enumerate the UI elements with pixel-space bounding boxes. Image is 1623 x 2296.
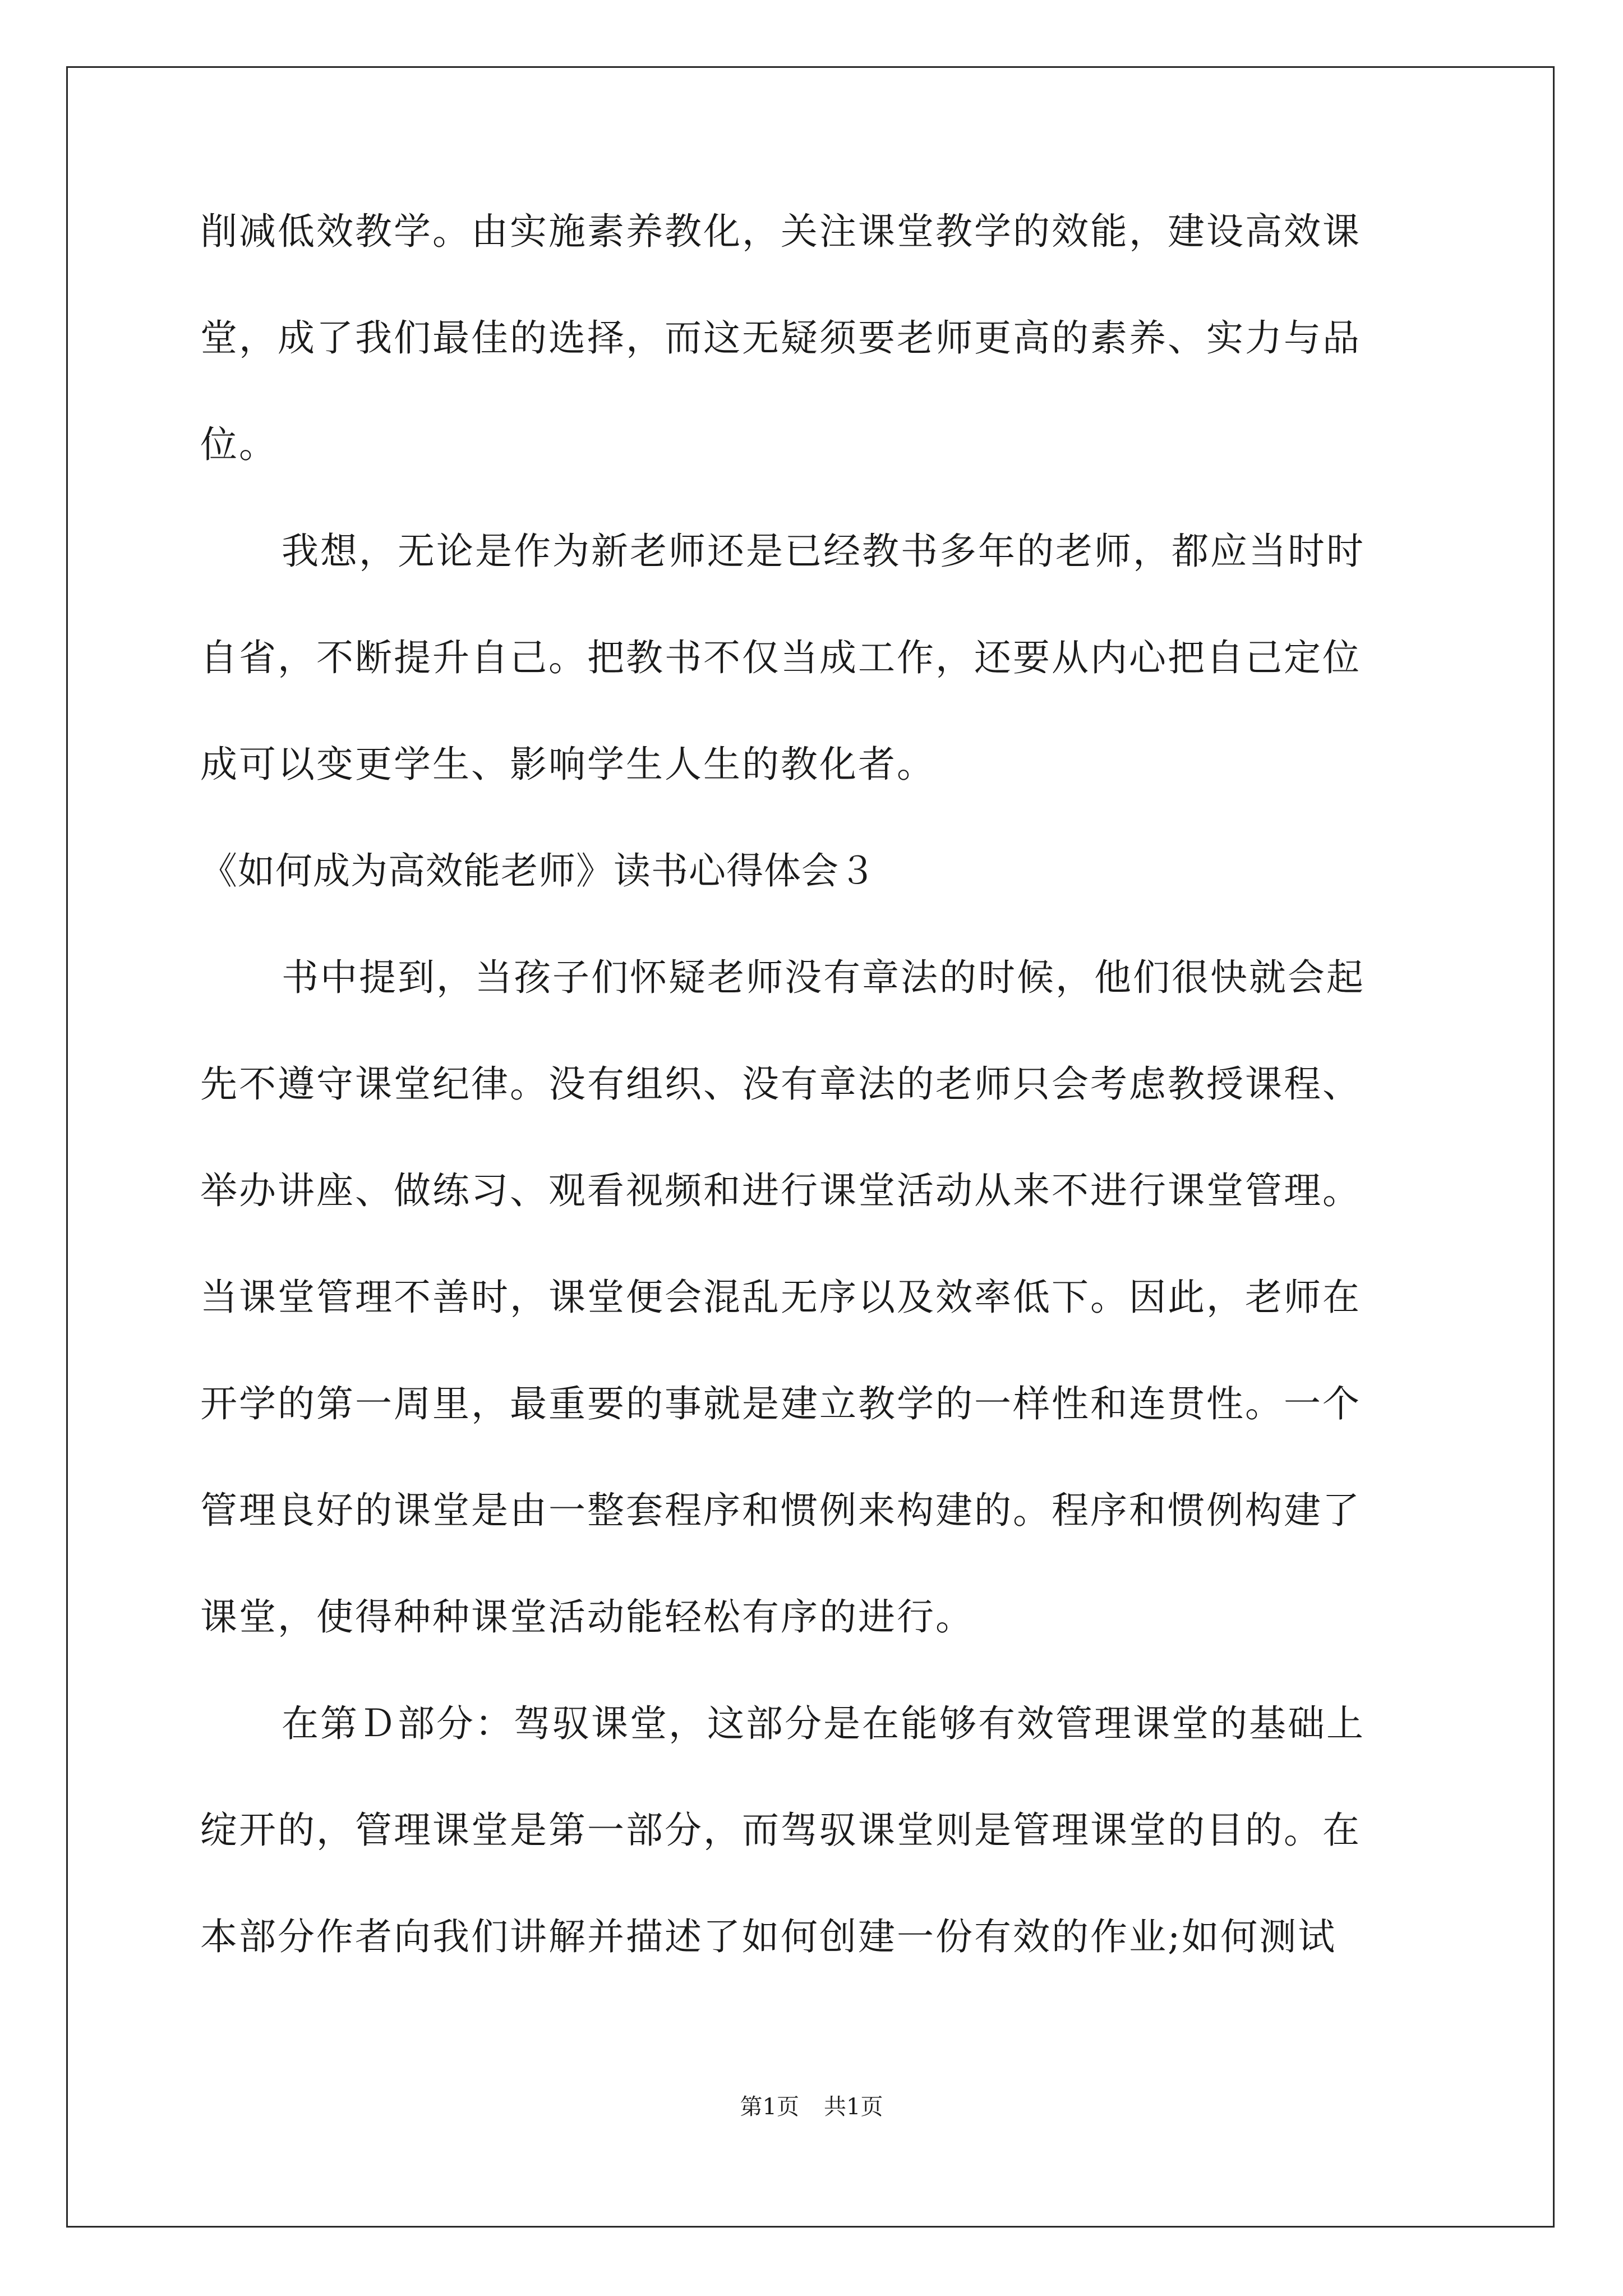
paragraph-line: 绽开的，管理课堂是第一部分，而驾驭课堂则是管理课堂的目的。在 — [200, 1809, 1361, 1852]
paragraph-line: 成可以变更学生、影响学生人生的教化者。 — [200, 743, 935, 786]
paragraph-line: 削减低效教学。由实施素养教化，关注课堂教学的效能，建设高效课 — [200, 210, 1361, 253]
section-heading: 《如何成为高效能老师》读书心得体会３ — [200, 849, 877, 892]
paragraph-line: 堂，成了我们最佳的选择，而这无疑须要老师更高的素养、实力与品 — [200, 316, 1361, 360]
paragraph-line: 本部分作者向我们讲解并描述了如何创建一份有效的作业;如何测试 — [200, 1915, 1337, 1958]
paragraph-line: 书中提到，当孩子们怀疑老师没有章法的时候，他们很快就会起 — [282, 956, 1365, 999]
page-number: 第1页 — [740, 2094, 799, 2120]
document-body — [200, 210, 1423, 2025]
paragraph-line: 举办讲座、做练习、观看视频和进行课堂活动从来不进行课堂管理。 — [200, 1169, 1361, 1212]
paragraph-line: 管理良好的课堂是由一整套程序和惯例来构建的。程序和惯例构建了 — [200, 1489, 1361, 1532]
page-footer — [0, 2096, 1623, 2118]
paragraph-line: 我想，无论是作为新老师还是已经教书多年的老师，都应当时时 — [282, 530, 1365, 573]
paragraph-line: 自省，不断提升自己。把教书不仅当成工作，还要从内心把自己定位 — [200, 636, 1361, 679]
paragraph-line: 先不遵守课堂纪律。没有组织、没有章法的老师只会考虑教授课程、 — [200, 1062, 1361, 1106]
paragraph-line: 当课堂管理不善时，课堂便会混乱无序以及效率低下。因此，老师在 — [200, 1276, 1361, 1319]
page-total: 共1页 — [824, 2094, 883, 2120]
paragraph-line: 开学的第一周里，最重要的事就是建立教学的一样性和连贯性。一个 — [200, 1382, 1361, 1425]
paragraph-line: 课堂，使得种种课堂活动能轻松有序的进行。 — [200, 1595, 974, 1639]
paragraph-line: 位。 — [200, 423, 278, 466]
paragraph-line: 在第Ｄ部分：驾驭课堂，这部分是在能够有效管理课堂的基础上 — [282, 1702, 1365, 1745]
